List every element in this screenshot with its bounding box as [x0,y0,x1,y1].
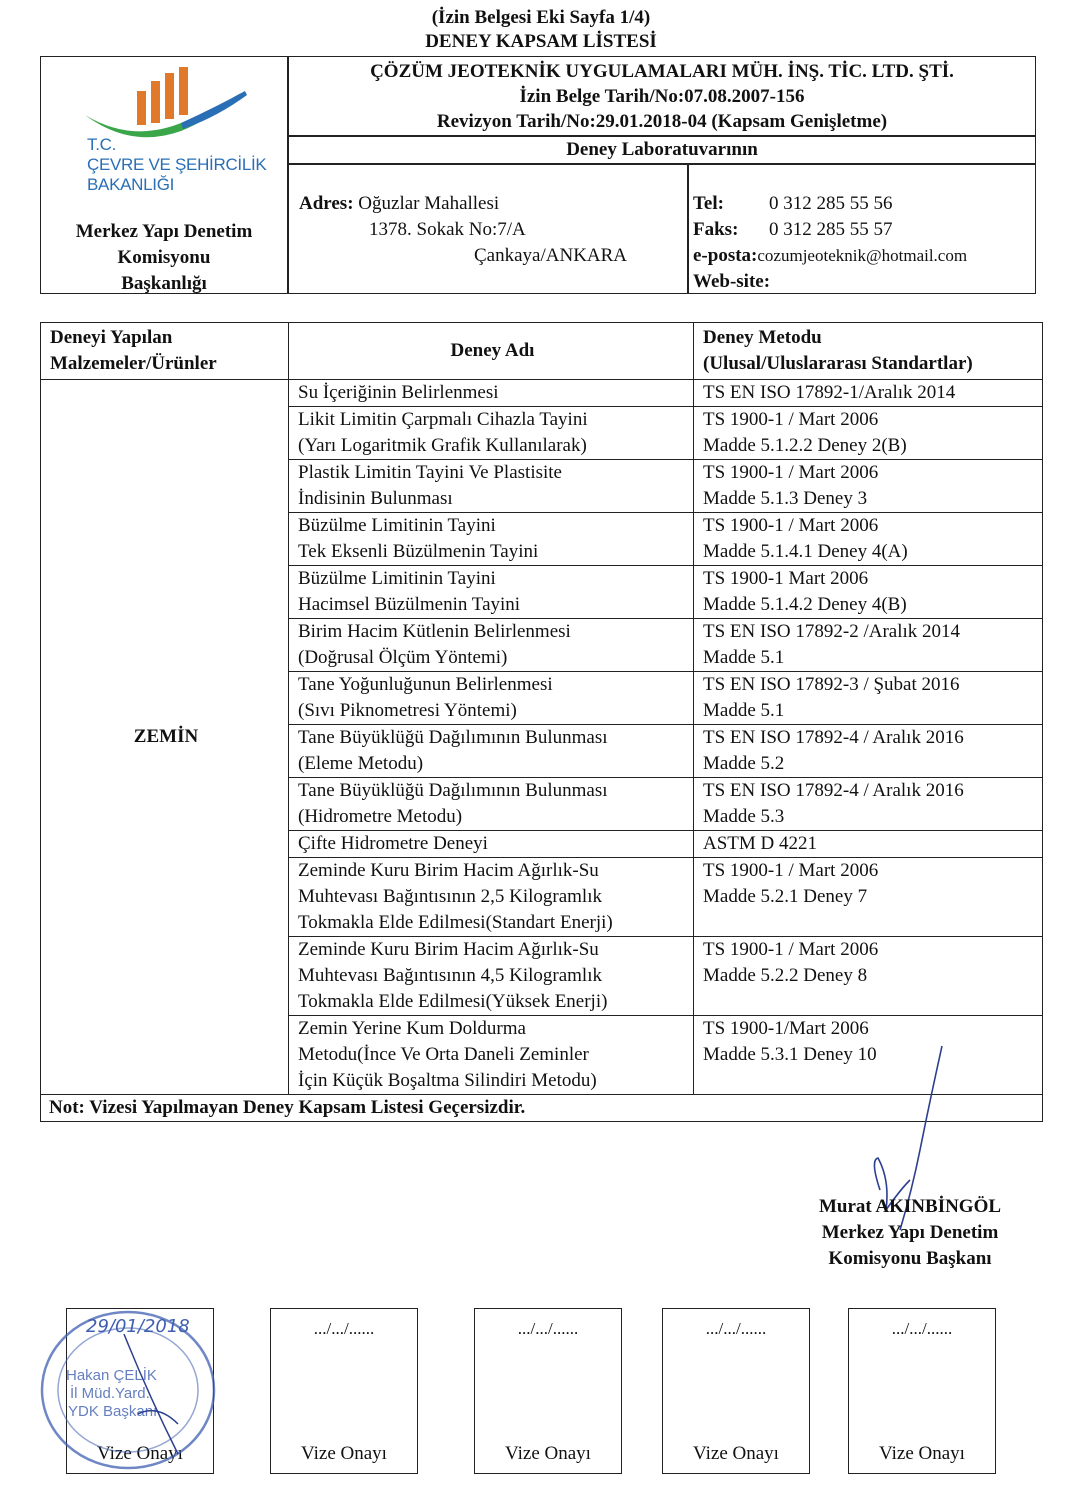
signature-block [760,1194,1060,1272]
visa-box [848,1308,996,1474]
test-name-cell [289,460,694,513]
visa-date: .../.../...... [517,1319,579,1338]
test-method-line: TS 1900-1 / Mart 2006 [703,515,879,536]
test-name-line: Tokmakla Elde Edilmesi(Yüksek Enerji) [298,991,608,1012]
stamp-line: Hakan ÇELİK [66,1367,157,1384]
visa-date: .../.../...... [313,1319,375,1338]
official-stamp [28,1294,228,1474]
test-method-cell [694,380,1043,407]
test-method-line: TS 1900-1 / Mart 2006 [703,462,879,483]
test-method-cell [694,460,1043,513]
test-name-line: Zeminde Kuru Birim Hacim Ağırlık-Su [298,860,599,881]
test-name-line: Birim Hacim Kütlenin Belirlenmesi [298,621,571,642]
address-line: Çankaya/ANKARA [474,245,628,266]
visa-label: Vize Onayı [505,1443,591,1464]
test-name-cell [289,380,694,407]
test-method-line: TS EN ISO 17892-4 / Aralık 2016 [703,780,964,801]
test-name-cell [289,937,694,1016]
test-name-line: Plastik Limitin Tayini Ve Plastisite [298,462,562,483]
test-method-line: Madde 5.1 [703,647,785,668]
company-block [289,59,1035,134]
visa-box [270,1308,418,1474]
logo-bar [179,67,188,115]
test-name-line: İçin Küçük Boşaltma Silindiri Metodu) [298,1070,597,1091]
table-body [41,380,1043,1095]
test-method-cell [694,619,1043,672]
test-name-line: Tokmakla Elde Edilmesi(Standart Enerji) [298,912,613,933]
test-method-line: ASTM D 4221 [703,833,818,854]
test-name-cell [289,672,694,725]
document-heading [0,6,1082,54]
logo-swoosh-green [85,93,241,137]
lab-title: Deney Laboratuvarının [566,139,758,160]
signatory-title: Komisyonu Başkanı [828,1248,992,1269]
visa-date: .../.../...... [705,1319,767,1338]
material-column-header [41,323,289,380]
visa-label: Vize Onayı [693,1443,779,1464]
test-method-line: Madde 5.2.2 Deney 8 [703,965,868,986]
signatory-title: Merkez Yapı Denetim [821,1222,999,1243]
authority-name [41,219,287,297]
test-method-cell [694,937,1043,1016]
contact-block [693,191,1033,295]
email-value: cozumjeoteknik@hotmail.com [757,246,968,265]
test-name-cell [289,513,694,566]
authority-line: Başkanlığı [121,273,207,294]
test-method-cell [694,566,1043,619]
test-method-line: TS EN ISO 17892-4 / Aralık 2016 [703,727,964,748]
test-name-line: Zeminde Kuru Birim Hacim Ağırlık-Su [298,939,599,960]
test-name-column-header: Deney Adı [289,323,694,380]
test-method-line: Madde 5.3 [703,806,785,827]
stamp-date: 29/01/2018 [86,1316,190,1337]
visa-label: Vize Onayı [97,1443,183,1464]
header-box [40,56,1036,294]
ministry-line: BAKANLIĞI [87,175,175,194]
logo-swoosh-blue [181,91,247,129]
test-method-line: TS EN ISO 17892-2 /Aralık 2014 [703,621,961,642]
test-method-line: Madde 5.1.3 Deney 3 [703,488,868,509]
test-name-line: Tek Eksenli Büzülmenin Tayini [298,541,539,562]
test-name-line: Tane Büyüklüğü Dağılımının Bulunması [298,727,608,748]
test-method-line: TS 1900-1 / Mart 2006 [703,409,879,430]
test-method-line: Madde 5.2.1 Deney 7 [703,886,868,907]
test-name-line: (Doğrusal Ölçüm Yöntemi) [298,647,508,668]
tel-value: 0 312 285 55 56 [769,193,893,214]
test-method-line: TS EN ISO 17892-1/Aralık 2014 [703,382,956,403]
header-line: Malzemeler/Ürünler [50,353,217,374]
document-title: DENEY KAPSAM LİSTESİ [425,31,657,52]
test-method-cell [694,407,1043,460]
test-name-cell [289,858,694,937]
test-name-line: Büzülme Limitinin Tayini [298,515,496,536]
visa-label: Vize Onayı [879,1443,965,1464]
test-name-cell [289,566,694,619]
test-name-line: Hacimsel Büzülmenin Tayini [298,594,521,615]
ministry-line: ÇEVRE VE ŞEHİRCİLİK [87,155,267,174]
visa-box [474,1308,622,1474]
logo-bar [137,91,146,125]
header-line: (Ulusal/Uluslararası Standartlar) [703,353,973,374]
header-divider [287,163,1035,165]
test-method-line: Madde 5.1.2.2 Deney 2(B) [703,435,907,456]
address-label: Adres: [299,193,354,214]
test-name-cell [289,1016,694,1095]
address-line: Oğuzlar Mahallesi [358,193,500,214]
test-name-line: İndisinin Bulunması [298,488,453,509]
header-line: Deneyi Yapılan [50,327,173,348]
test-name-line: Çifte Hidrometre Deneyi [298,833,488,854]
test-method-line: Madde 5.1 [703,700,785,721]
test-method-line: TS 1900-1 Mart 2006 [703,568,869,589]
method-column-header [694,323,1043,380]
stamp-line: YDK Başkanı [68,1403,158,1420]
test-name-cell [289,831,694,858]
ministry-line: T.C. [87,135,117,154]
test-name-line: Tane Yoğunluğunun Belirlenmesi [298,674,553,695]
test-name-cell [289,619,694,672]
test-name-line: Tane Büyüklüğü Dağılımının Bulunması [298,780,608,801]
visa-box [662,1308,810,1474]
test-name-line: Su İçeriğinin Belirlenmesi [298,382,499,403]
stamp-line: İl Müd.Yard. [70,1385,150,1402]
test-method-line: TS 1900-1 / Mart 2006 [703,939,879,960]
company-name: ÇÖZÜM JEOTEKNİK UYGULAMALARI MÜH. İNŞ. TİC. LTD. ŞTİ. [370,61,954,82]
revision-info: Revizyon Tarih/No:29.01.2018-04 (Kapsam Genişletme) [436,111,888,132]
test-name-line: Likit Limitin Çarpmalı Cihazla Tayini [298,409,588,430]
header-line: Deney Metodu [703,327,822,348]
authority-line: Merkez Yapı Denetim [75,221,253,242]
permit-info: İzin Belge Tarih/No:07.08.2007-156 [519,86,805,107]
table-header-row [41,323,1043,380]
annex-label: (İzin Belgesi Eki Sayfa 1/4) [431,7,651,28]
test-name-line: (Eleme Metodu) [298,753,424,774]
test-method-cell [694,513,1043,566]
test-name-line: Zemin Yerine Kum Doldurma [298,1018,526,1039]
test-method-cell [694,672,1043,725]
material-cell: ZEMİN [41,380,289,1095]
validity-note: Not: Vizesi Yapılmayan Deney Kapsam Listesi Geçersizdir. [41,1095,1043,1122]
ministry-logo [81,63,251,143]
test-method-line: Madde 5.2 [703,753,785,774]
test-name-cell [289,725,694,778]
test-name-line: (Hidrometre Metodu) [298,806,463,827]
test-name-line: Muhtevası Bağıntısının 2,5 Kilogramlık [298,886,602,907]
test-method-cell [694,778,1043,831]
visa-label: Vize Onayı [301,1443,387,1464]
fax-label: Faks: [693,219,739,240]
test-method-line: Madde 5.1.4.2 Deney 4(B) [703,594,907,615]
table-row [41,380,1043,407]
test-name-line: Büzülme Limitinin Tayini [298,568,496,589]
email-label: e-posta: [693,245,758,266]
test-name-line: (Sıvı Piknometresi Yöntemi) [298,700,517,721]
header-divider [687,165,689,293]
test-name-line: Muhtevası Bağıntısının 4,5 Kilogramlık [298,965,602,986]
test-method-line: TS 1900-1/Mart 2006 [703,1018,869,1039]
test-method-line: Madde 5.1.4.1 Deney 4(A) [703,541,908,562]
authority-line: Komisyonu [117,247,211,268]
web-label: Web-site: [693,271,771,292]
logo-bar [151,81,160,123]
signatory-name: Murat AKINBİNGÖL [818,1196,1002,1217]
test-method-line: TS 1900-1 / Mart 2006 [703,860,879,881]
test-name-line: (Yarı Logaritmik Grafik Kullanılarak) [298,435,587,456]
test-name-line: Metodu(İnce Ve Orta Daneli Zeminler [298,1044,589,1065]
test-method-cell [694,831,1043,858]
visa-date: .../.../...... [891,1319,953,1338]
address-line: 1378. Sokak No:7/A [369,219,526,240]
test-method-line: TS EN ISO 17892-3 / Şubat 2016 [703,674,960,695]
address-block [299,191,679,269]
test-method-cell [694,858,1043,937]
ministry-name [87,135,266,195]
test-method-cell [694,725,1043,778]
tel-label: Tel: [693,193,724,214]
logo-bar [165,73,174,119]
fax-value: 0 312 285 55 57 [769,219,893,240]
test-name-cell [289,778,694,831]
test-method-line: Madde 5.3.1 Deney 10 [703,1044,877,1065]
test-scope-table [40,322,1043,1122]
test-name-cell [289,407,694,460]
